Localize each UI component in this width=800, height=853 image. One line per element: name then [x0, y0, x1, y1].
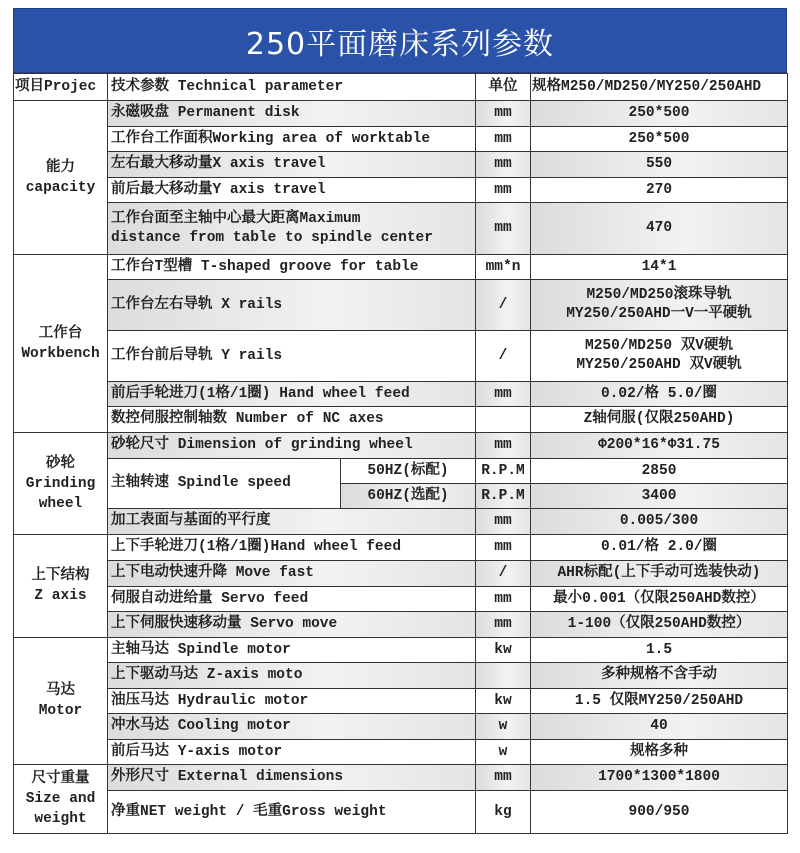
- table-row: [14, 791, 788, 834]
- value-text: 250*500: [628, 105, 690, 121]
- table-row: [14, 152, 788, 178]
- param-text: 前后最大移动量Y axis travel: [111, 181, 326, 198]
- value-cell: [531, 587, 788, 612]
- value-cell: [531, 484, 788, 509]
- value-cell: [531, 663, 788, 689]
- value-text-2: MY250/250AHD一V一平硬轨: [566, 306, 752, 322]
- unit-cell: w: [476, 740, 531, 765]
- table-row: [14, 459, 788, 484]
- unit-cell: mm: [476, 127, 531, 152]
- table-row: [14, 280, 788, 331]
- table-row: [14, 382, 788, 407]
- header-row: [14, 74, 788, 101]
- section-cn: 马达: [46, 683, 75, 699]
- section-label: [14, 433, 108, 535]
- table-row: [14, 178, 788, 203]
- param-cell: [108, 638, 476, 663]
- param-cell: [108, 203, 476, 255]
- table-row: [14, 127, 788, 152]
- header-param: 技术参数 Technical parameter: [108, 74, 476, 101]
- section-cn: 能力: [46, 159, 75, 176]
- param-cell: [108, 587, 476, 612]
- table-row: [14, 433, 788, 459]
- section-cn: 工作台: [38, 325, 83, 342]
- section-en: Z axis: [34, 588, 87, 604]
- param-cell: [108, 407, 476, 433]
- value-cell: [531, 407, 788, 433]
- table-row: [14, 638, 788, 663]
- spec-table: [13, 73, 788, 834]
- param-cell: [108, 127, 476, 152]
- value-text: 0.005/300: [619, 513, 699, 529]
- header-unit: 单位: [476, 74, 531, 101]
- param-text: 伺服自动进给量 Servo feed: [111, 590, 309, 607]
- unit-cell: kg: [476, 791, 531, 834]
- param-text: 冲水马达 Cooling motor: [111, 718, 291, 734]
- table-row: [14, 407, 788, 433]
- section-cn: 砂轮: [46, 455, 75, 472]
- value-text: 550: [645, 156, 673, 172]
- table-row: [14, 689, 788, 714]
- value-cell: [531, 178, 788, 203]
- unit-cell: R.P.M: [476, 459, 531, 484]
- page-title: 250平面磨床系列参数: [13, 8, 787, 73]
- table-row: [14, 765, 788, 791]
- value-text: 1.5: [645, 641, 673, 658]
- value-text: M250/MD250 双V硬轨: [585, 338, 733, 354]
- value-text: 规格多种: [630, 743, 688, 760]
- frequency-cell: 50HZ(标配): [341, 459, 476, 484]
- unit-cell: mm: [476, 535, 531, 561]
- unit-cell: [476, 407, 531, 433]
- param-text: 工作台T型槽 T-shaped groove for table: [111, 258, 419, 275]
- unit-cell: mm: [476, 152, 531, 178]
- value-cell: [531, 331, 788, 382]
- section-en: Workbench: [21, 345, 100, 362]
- table-row: [14, 331, 788, 382]
- unit-cell: /: [476, 561, 531, 587]
- section-cn: 尺寸重量: [31, 771, 90, 787]
- value-cell: [531, 433, 788, 459]
- param-cell: [108, 663, 476, 689]
- param-text: 左右最大移动量X axis travel: [111, 156, 326, 172]
- table-row: [14, 587, 788, 612]
- value-cell: [531, 255, 788, 280]
- value-cell: [531, 612, 788, 638]
- value-text: 3400: [641, 487, 677, 504]
- unit-cell: mm: [476, 101, 531, 127]
- table-row: [14, 561, 788, 587]
- header-spec: 规格M250/MD250/MY250/250AHD: [531, 74, 788, 101]
- param-cell: [108, 382, 476, 407]
- table-row: [14, 255, 788, 280]
- section-label: [14, 765, 108, 834]
- value-cell: [531, 459, 788, 484]
- frequency-cell: 60HZ(选配): [341, 484, 476, 509]
- value-cell: [531, 689, 788, 714]
- value-text: M250/MD250滚珠导轨: [586, 287, 732, 303]
- value-text: 470: [645, 220, 673, 236]
- section-label: [14, 255, 108, 433]
- value-cell: [531, 535, 788, 561]
- unit-cell: mm: [476, 382, 531, 407]
- param-text: 工作台面至主轴中心最大距离Maximum: [111, 210, 361, 227]
- param-cell: [108, 561, 476, 587]
- table-row: [14, 101, 788, 127]
- section-en: capacity: [25, 179, 96, 196]
- param-cell: [108, 331, 476, 382]
- param-cell: [108, 459, 341, 509]
- header-project: 项目Projec: [14, 74, 108, 101]
- value-cell: [531, 203, 788, 255]
- value-text: 900/950: [628, 803, 690, 820]
- value-cell: [531, 509, 788, 535]
- param-text: 前后手轮进刀(1格/1圈) Hand wheel feed: [111, 385, 410, 402]
- param-cell: [108, 152, 476, 178]
- value-text: 14*1: [641, 258, 677, 275]
- param-cell: [108, 255, 476, 280]
- unit-cell: [476, 663, 531, 689]
- param-text-2: distance from table to spindle center: [111, 229, 433, 246]
- value-cell: [531, 101, 788, 127]
- value-cell: [531, 791, 788, 834]
- unit-cell: mm*n: [476, 255, 531, 280]
- table-row: [14, 535, 788, 561]
- param-cell: [108, 101, 476, 127]
- unit-cell: R.P.M: [476, 484, 531, 509]
- param-text: 上下电动快速升降 Move fast: [111, 565, 315, 581]
- table-row: [14, 663, 788, 689]
- param-cell: [108, 509, 476, 535]
- param-text: 主轴马达 Spindle motor: [111, 641, 291, 658]
- table-row: [14, 203, 788, 255]
- value-text: 多种规格不含手动: [601, 667, 717, 683]
- table-row: [14, 509, 788, 535]
- param-cell: [108, 535, 476, 561]
- unit-cell: mm: [476, 587, 531, 612]
- value-text: 2850: [641, 462, 677, 479]
- param-text: 加工表面与基面的平行度: [111, 513, 271, 529]
- unit-cell: kw: [476, 638, 531, 663]
- value-text: 1700*1300*1800: [598, 769, 720, 785]
- section-label: [14, 535, 108, 638]
- value-text: 0.02/格 5.0/圈: [600, 385, 717, 402]
- param-text: 工作台前后导轨 Y rails: [111, 347, 283, 364]
- param-cell: [108, 280, 476, 331]
- value-text: Φ200*16*Φ31.75: [598, 437, 720, 453]
- param-text: 工作台左右导轨 X rails: [111, 296, 283, 313]
- unit-cell: mm: [476, 433, 531, 459]
- value-cell: [531, 740, 788, 765]
- unit-cell: mm: [476, 612, 531, 638]
- section-en: Size and weight: [25, 791, 96, 827]
- value-cell: [531, 714, 788, 740]
- value-text: 最小0.001（仅限250AHD数控）: [553, 590, 765, 607]
- value-text: Z轴伺服(仅限250AHD): [583, 411, 735, 427]
- value-cell: [531, 280, 788, 331]
- param-cell: [108, 178, 476, 203]
- param-text: 外形尺寸 External dimensions: [111, 769, 344, 785]
- param-text: 上下手轮进刀(1格/1圈)Hand wheel feed: [111, 539, 402, 555]
- unit-cell: mm: [476, 765, 531, 791]
- table-row: [14, 740, 788, 765]
- param-cell: [108, 740, 476, 765]
- table-row: [14, 714, 788, 740]
- table-row: [14, 612, 788, 638]
- value-cell: [531, 127, 788, 152]
- value-text: 270: [645, 181, 673, 198]
- unit-cell: /: [476, 280, 531, 331]
- value-cell: [531, 638, 788, 663]
- unit-cell: /: [476, 331, 531, 382]
- unit-cell: kw: [476, 689, 531, 714]
- param-cell: [108, 689, 476, 714]
- section-label: [14, 101, 108, 255]
- value-cell: [531, 765, 788, 791]
- unit-cell: w: [476, 714, 531, 740]
- value-text: 1.5 仅限MY250/250AHD: [574, 692, 744, 709]
- section-en: Grinding wheel: [25, 475, 96, 512]
- unit-cell: mm: [476, 178, 531, 203]
- unit-cell: mm: [476, 203, 531, 255]
- param-text: 砂轮尺寸 Dimension of grinding wheel: [111, 437, 413, 453]
- value-cell: [531, 382, 788, 407]
- value-text: 250*500: [628, 130, 690, 147]
- value-cell: [531, 561, 788, 587]
- param-text: 数控伺服控制轴数 Number of NC axes: [111, 411, 384, 427]
- param-cell: [108, 612, 476, 638]
- param-text: 净重NET weight / 毛重Gross weight: [111, 803, 387, 820]
- param-cell: [108, 714, 476, 740]
- param-cell: [108, 791, 476, 834]
- param-text: 油压马达 Hydraulic motor: [111, 692, 309, 709]
- value-cell: [531, 152, 788, 178]
- value-text: 40: [650, 718, 668, 734]
- param-text: 上下驱动马达 Z-axis moto: [111, 667, 303, 683]
- section-cn: 上下结构: [31, 568, 90, 584]
- unit-cell: mm: [476, 509, 531, 535]
- param-cell: [108, 433, 476, 459]
- param-text: 永磁吸盘 Permanent disk: [111, 105, 300, 121]
- param-text: 主轴转速 Spindle speed: [111, 475, 291, 491]
- param-text: 前后马达 Y-axis motor: [111, 743, 283, 760]
- param-cell: [108, 765, 476, 791]
- section-en: Motor: [38, 703, 83, 719]
- value-text: 1-100（仅限250AHD数控）: [567, 616, 751, 632]
- value-text: AHR标配(上下手动可选装快动): [557, 565, 761, 581]
- param-text: 工作台工作面积Working area of worktable: [111, 130, 431, 147]
- value-text: 0.01/格 2.0/圈: [600, 539, 717, 555]
- section-label: [14, 638, 108, 765]
- value-text-2: MY250/250AHD 双V硬轨: [576, 357, 742, 373]
- param-text: 上下伺服快速移动量 Servo move: [111, 616, 338, 632]
